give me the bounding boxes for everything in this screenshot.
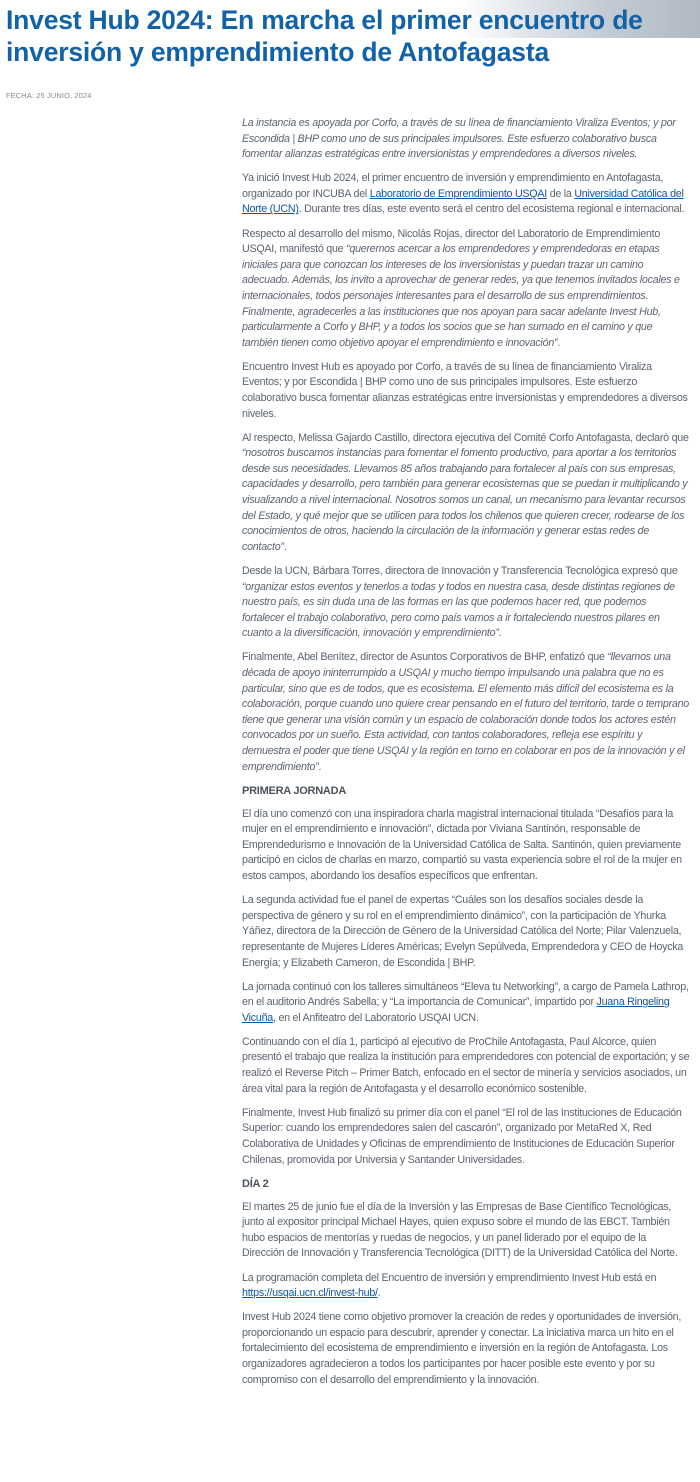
article-body bbox=[242, 116, 690, 1397]
paragraph-day1-closing: Finalmente, Invest Hub finalizó su primer día con el panel “El rol de las Instituciones de Educación Superior: cuando los emprendedores salen del cascarón”, organizado por MetaRed X, Red Colaborativa de Unidades y Oficinas de emprendimiento de Instituciones de Educación Superior Chilenas, promovida por Universia y Santander Universidades. bbox=[242, 1106, 682, 1166]
paragraph-benitez: Finalmente, Abel Benítez, director de Asuntos Corporativos de BHP, enfatizó que “llevamos una década de apoyo ininterrumpido a USQAI y mucho tiempo impulsando una palabra que no es particular, sino que es de todos, que es ecosistema. El elemento más difícil del ecosistema es la colaboración, porque cuando uno quiere crear pensando en el futuro del territorio, tarde o temprano tiene que generar una visión común y un espacio de colaboración donde todos los actores estén convocados por un sueño. Esta actividad, con tantos colaboradores, refleja ese espíritu y demuestra el poder que tiene USQAI y la región en torno en colaborar en pos de la innovación y el emprendimiento”. bbox=[242, 651, 689, 773]
paragraph-day1-prochile: Continuando con el día 1, participó al ejecutivo de ProChile Antofagasta, Paul Alcorce, quien presentó el trabajo que realiza la institución para emprendedores con potencial de exportación; y se realizó el Reverse Pitch – Primer Batch, enfocado en el sector de minería y servicios asociados, un área vital para la región de Antofagasta y el desarrollo económico sostenible. bbox=[242, 1035, 690, 1095]
publish-date: FECHA: 25 JUNIO, 2024 bbox=[6, 91, 92, 100]
paragraph-intro: Ya inició Invest Hub 2024, el primer encuentro de inversión y emprendimiento en Antofagasta, organizado por INCUBA del Laboratorio de Emprendimiento USQAI de la Universidad Católica del Norte (UCN). Durante tres días, este evento será el centro del ecosistema regional e internacional. bbox=[242, 172, 685, 216]
paragraph-day1-workshops: La jornada continuó con los talleres simultáneos “Eleva tu Networking”, a cargo de Pamela Lathrop, en el auditorio Andrés Sabella; y “La importancia de Comunicar”, impartido por Juana Ringeling Vicuña, en el Anfiteatro del Laboratorio USQAI UCN. bbox=[242, 980, 689, 1024]
paragraph-conclusion: Invest Hub 2024 tiene como objetivo promover la creación de redes y oportunidades de inversión, proporcionando un espacio para descubrir, aprender y conectar. La iniciativa marca un hito en el fortalecimiento del ecosistema de emprendimiento e inversión en la región de Antofagasta. Los organizadores agradecieron a todos los participantes por hacer posible este evento y por su compromiso con el desarrollo del emprendimiento y la innovación. bbox=[242, 1311, 682, 1386]
link-invest-hub-program[interactable]: https://usqai.ucn.cl/invest-hub/ bbox=[242, 1287, 378, 1300]
paragraph-day2: El martes 25 de junio fue el día de la Inversión y las Empresas de Base Científico Tecnológicas, junto al expositor principal Michael Hayes, quien expuso sobre el mundo de las EBCT. También hubo espacios de mentorías y ruedas de negocios, y un panel liderado por el equipo de la Dirección de Innovación y Transferencia Tecnológica (DITT) de la Universidad Católica del Norte. bbox=[242, 1200, 678, 1260]
paragraph-torres: Desde la UCN, Bárbara Torres, directora de Innovación y Transferencia Tecnológica expresó que “organizar estos eventos y tenerlos a todas y todos en nuestra casa, desde distintas regiones de nuestro país, es sin duda una de las formas en las que podemos hacer red, que podemos fortalecer el trabajo colaborativo, pero como país vamos a ir fortaleciendo nuestros pilares en cuanto a la diversificación, innovación y emprendimiento”. bbox=[242, 564, 678, 640]
heading-dia-2: DÍA 2 bbox=[242, 1177, 269, 1190]
quote-benitez: “llevamos una década de apoyo ininterrumpido a USQAI y mucho tiempo impulsando una palabra que no es particular, sino que es de todos, que es ecosistema. El elemento más difícil del ecosistema es la colaboración, porque cuando uno quiere crear pensando en el futuro del territorio, tarde o temprano tiene que generar una visión común y un espacio de colaboración donde todos los actores estén convocados por un sueño. Esta actividad, con tantos colaboradores, refleja ese espíritu y demuestra el poder que tiene USQAI y la región en torno en colaborar en pos de la innovación y el emprendimiento” bbox=[242, 651, 689, 773]
paragraph-support: Encuentro Invest Hub es apoyado por Corfo, a través de su línea de financiamiento Viraliza Eventos; y por Escondida | BHP como uno de sus principales impulsores. Este esfuerzo colaborativo busca fomentar alianzas estratégicas entre inversionistas y emprendedores a diversos niveles. bbox=[242, 360, 688, 420]
paragraph-program: La programación completa del Encuentro de inversión y emprendimiento Invest Hub está en https://usqai.ucn.cl/invest-hub/. bbox=[242, 1271, 657, 1300]
lead-text: La instancia es apoyada por Corfo, a través de su línea de financiamiento Viraliza Eventos; y por Escondida | BHP como uno de sus principales impulsores. Este esfuerzo colaborativo busca fomentar alianzas estratégicas entre inversionistas y emprendedores a diversos niveles. bbox=[242, 117, 676, 161]
quote-gajardo: “nosotros buscamos instancias para fomentar el fomento productivo, para aportar a los territorios desde sus necesidades. Llevamos 85 años trabajando para fortalecer al país con sus empresas, capacidades y desarrollo, pero también para generar ecosistemas que se puedan ir multiplicando y visualizando a nivel internacional. Nosotros somos un canal, un mecanismo para levantar recursos del Estado, y qué mejor que se utilicen para todos los chilenos que quieren crecer, rodearse de los conocimientos de otros, haciendo la circulación de la información y generar estas redes de contacto” bbox=[242, 447, 688, 553]
paragraph-rojas: Respecto al desarrollo del mismo, Nicolás Rojas, director del Laboratorio de Emprendimiento USQAI, manifestó que “queremos acercar a los emprendedores y emprendedoras en etapas iniciales para que conozcan los intereses de los inversionistas y puedan trazar un camino adecuado. Además, los invito a aprovechar de generar redes, ya que tenemos invitados locales e internacionales, todos personajes interesantes para el desarrollo de sus emprendimientos. Finalmente, agradecerles a las instituciones que nos apoyan para sacar adelante Invest Hub, particularmente a Corfo y BHP, y a todos los socios que se han sumado en el camino y que también tienen como objetivo apoyar el emprendimiento e innovación”. bbox=[242, 227, 680, 349]
link-ucn[interactable]: Universidad Católica del Norte (UCN) bbox=[242, 187, 684, 216]
link-juana-ringeling[interactable]: Juana Ringeling Vicuña bbox=[242, 996, 670, 1024]
page-title: Invest Hub 2024: En marcha el primer encuentro de inversión y emprendimiento de Antofagasta bbox=[6, 5, 643, 67]
paragraph-day1-talk: El día uno comenzó con una inspiradora charla magistral internacional titulada “Desafíos para la mujer en el emprendimiento e innovación”, dictada por Viviana Santinón, responsable de Emprendedurismo e Innovación de la Universidad Católica de Salta. Santinón, quien previamente participó en ciclos de charlas en marzo, compartió su vasta experiencia sobre el rol de la mujer en estos campos, abordando los desafíos específicos que enfrentan. bbox=[242, 807, 682, 883]
heading-primera-jornada: PRIMERA JORNADA bbox=[242, 784, 347, 797]
lead-paragraph bbox=[242, 116, 690, 163]
link-usqai-lab[interactable]: Laboratorio de Emprendimiento USQAI bbox=[369, 187, 547, 200]
paragraph-day1-panel: La segunda actividad fue el panel de expertas “Cuáles son los desafíos sociales desde la perspectiva de género y su rol en el emprendimiento dinámico”, con la participación de Yhurka Yáñez, directora de la Dirección de Género de la Universidad Católica del Norte; Pilar Valenzuela, representante de Mujeres Líderes Américas; Evelyn Sepúlveda, Emprendedora y CEO de Hoycka Energía; y Elizabeth Cameron, de Escondida | BHP. bbox=[242, 894, 684, 969]
quote-rojas: “queremos acercar a los emprendedores y emprendedoras en etapas iniciales para que conozcan los intereses de los inversionistas y puedan trazar un camino adecuado. Además, los invito a aprovechar de generar redes, ya que tenemos invitados locales e internacionales, todos personajes interesantes para el desarrollo de sus emprendimientos. Finalmente, agradecerles a las instituciones que nos apoyan para sacar adelante Invest Hub, particularmente a Corfo y BHP, y a todos los socios que se han sumado en el camino y que también tienen como objetivo apoyar el emprendimiento e innovación” bbox=[242, 243, 680, 349]
paragraph-gajardo: Al respecto, Melissa Gajardo Castillo, directora ejecutiva del Comité Corfo Antofagasta, declaró que “nosotros buscamos instancias para fomentar el fomento productivo, para aportar a los territorios desde sus necesidades. Llevamos 85 años trabajando para fortalecer al país con sus empresas, capacidades y desarrollo, pero también para generar ecosistemas que se puedan ir multiplicando y visualizando a nivel internacional. Nosotros somos un canal, un mecanismo para levantar recursos del Estado, y qué mejor que se utilicen para todos los chilenos que quieren crecer, rodearse de los conocimientos de otros, haciendo la circulación de la información y generar estas redes de contacto”. bbox=[242, 431, 689, 553]
quote-torres: “organizar estos eventos y tenerlos a todas y todos en nuestra casa, desde distintas regiones de nuestro país, es sin duda una de las formas en las que podemos hacer red, que podemos fortalecer el trabajo colaborativo, pero como país vamos a ir fortaleciendo nuestros pilares en cuanto a la diversificación, innovación y emprendimiento” bbox=[242, 580, 675, 640]
